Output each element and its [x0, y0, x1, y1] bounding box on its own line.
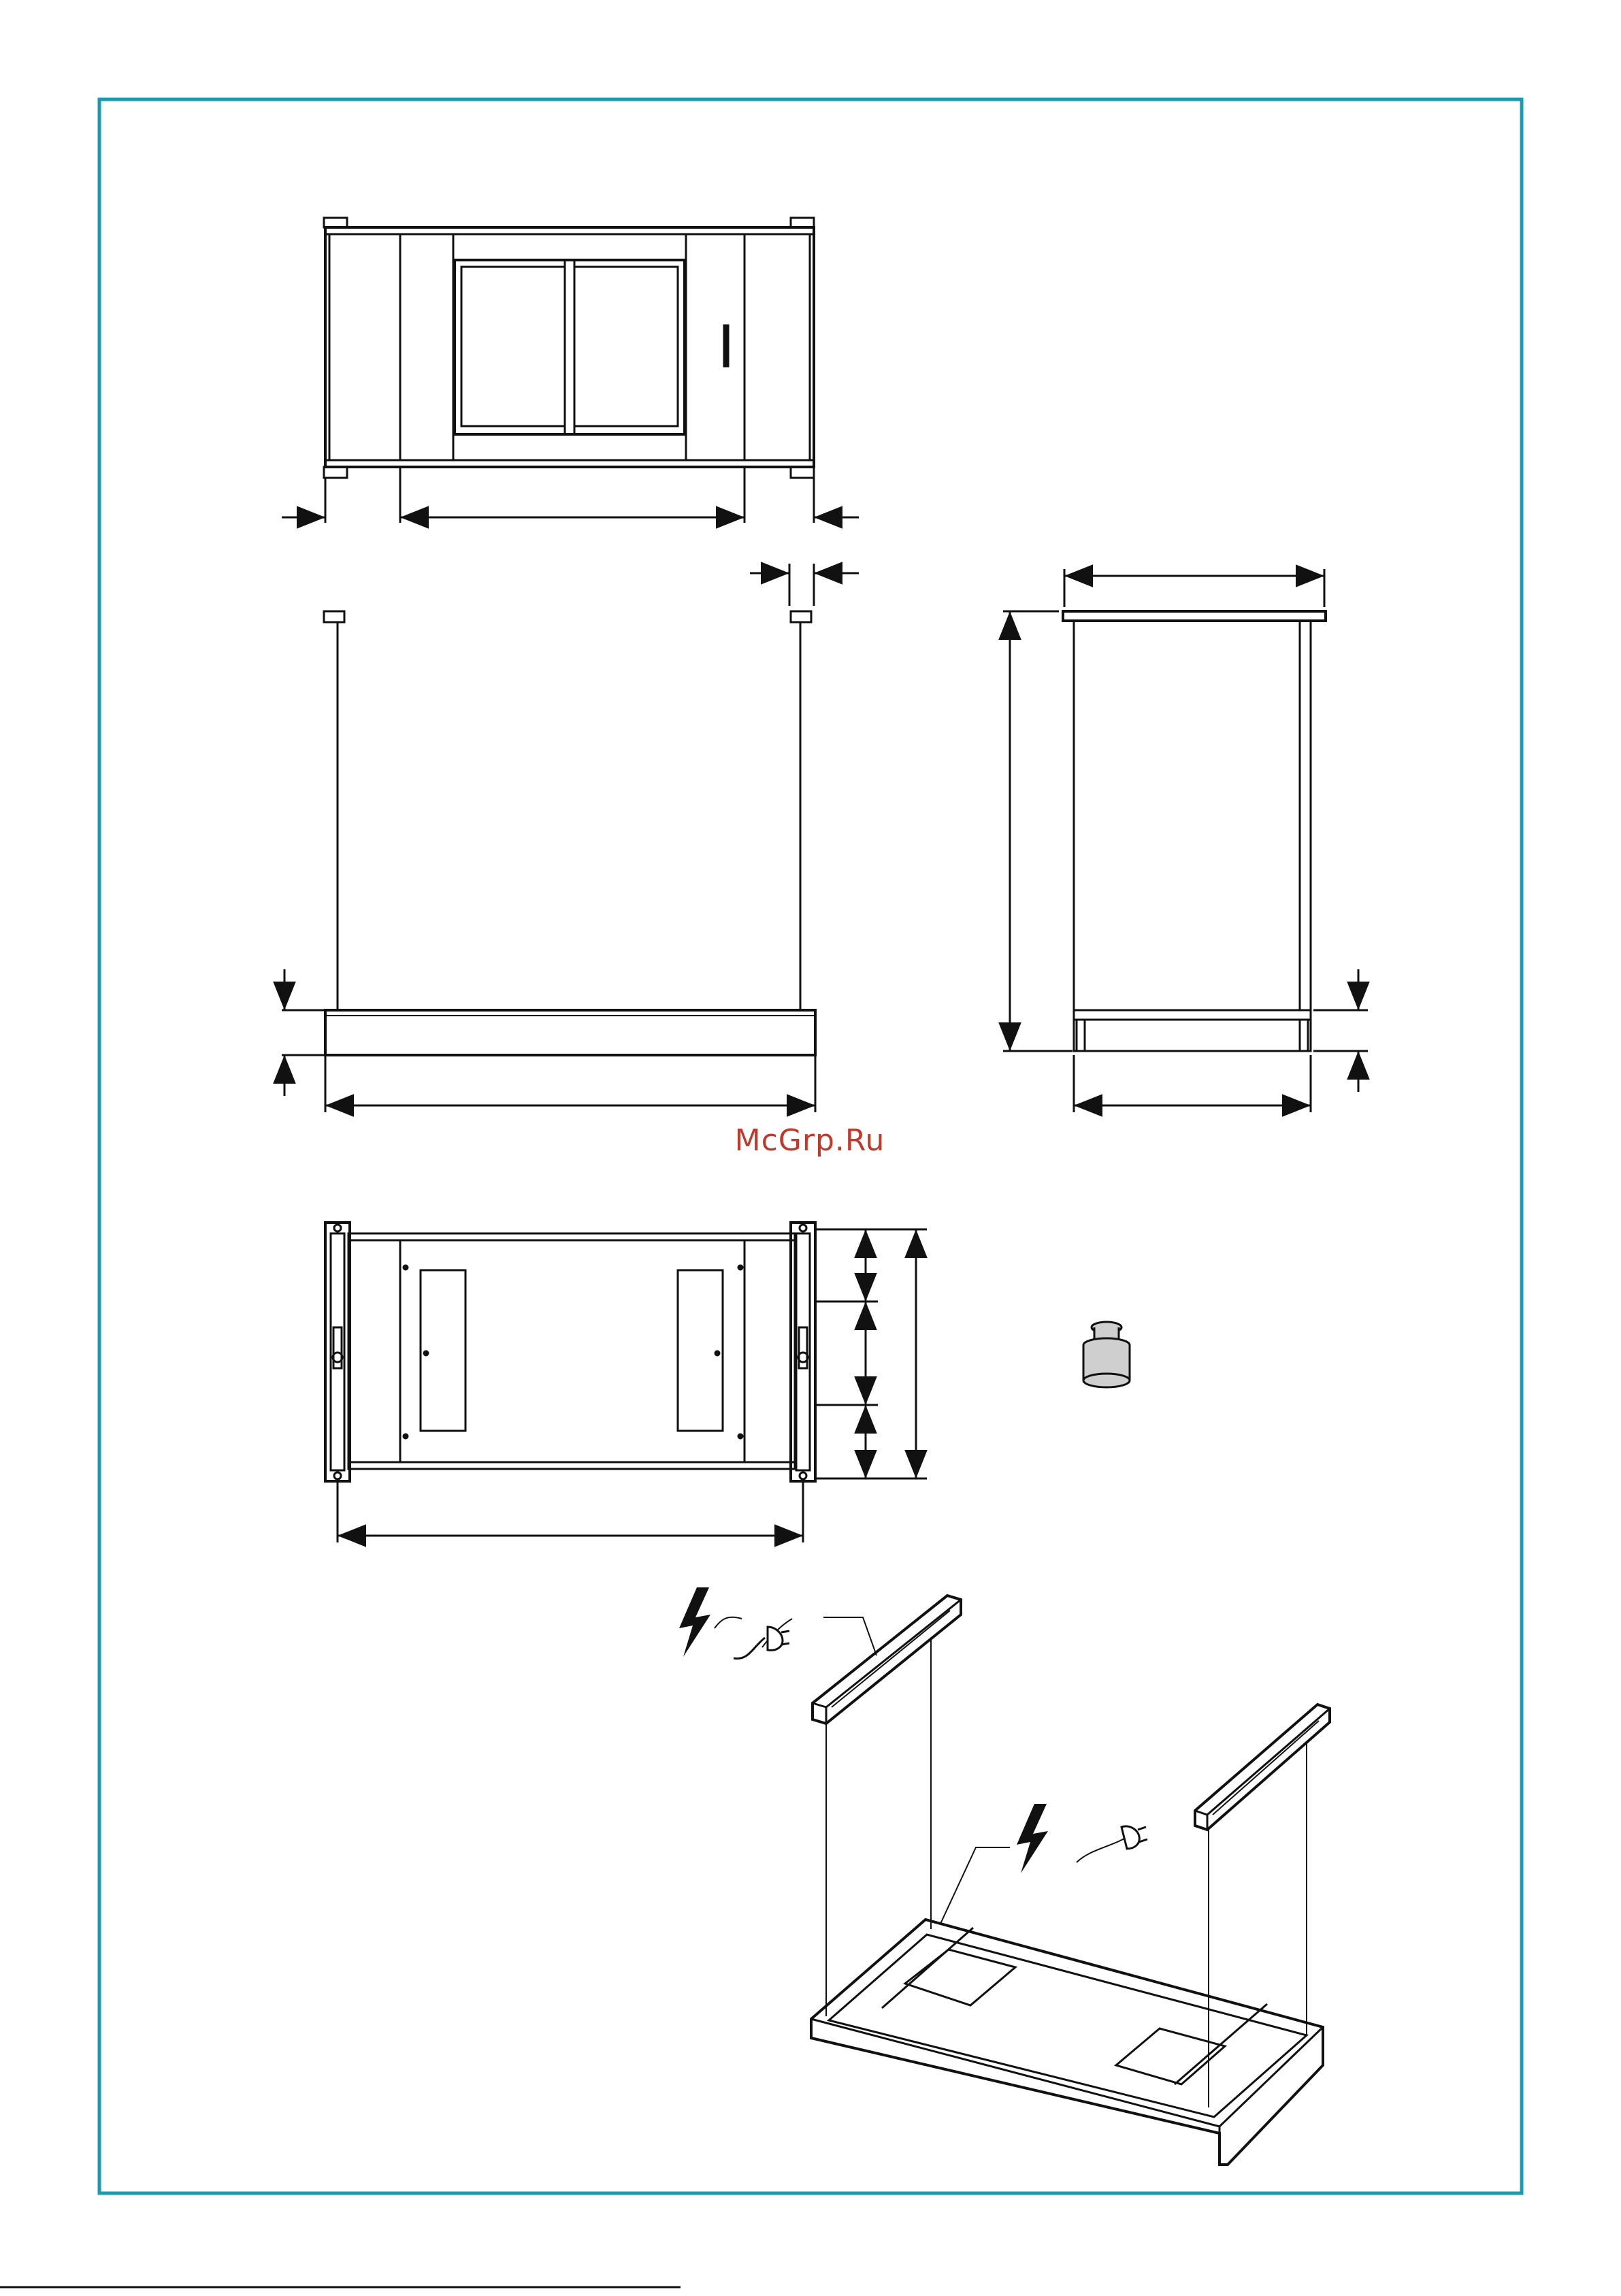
bottom-mounting-view	[325, 1223, 927, 1542]
plug-icon	[734, 1627, 789, 1659]
plug-icon	[1121, 1826, 1147, 1849]
side-view	[1003, 569, 1368, 1112]
front-view	[282, 564, 859, 1112]
weight-icon	[1083, 1322, 1130, 1387]
exploded-assembly-view	[715, 1596, 1330, 2165]
lightning-icon	[679, 1587, 710, 1657]
watermark: McGrp.Ru	[734, 1123, 885, 1158]
top-view	[282, 218, 859, 523]
lightning-icon	[1017, 1804, 1048, 1873]
